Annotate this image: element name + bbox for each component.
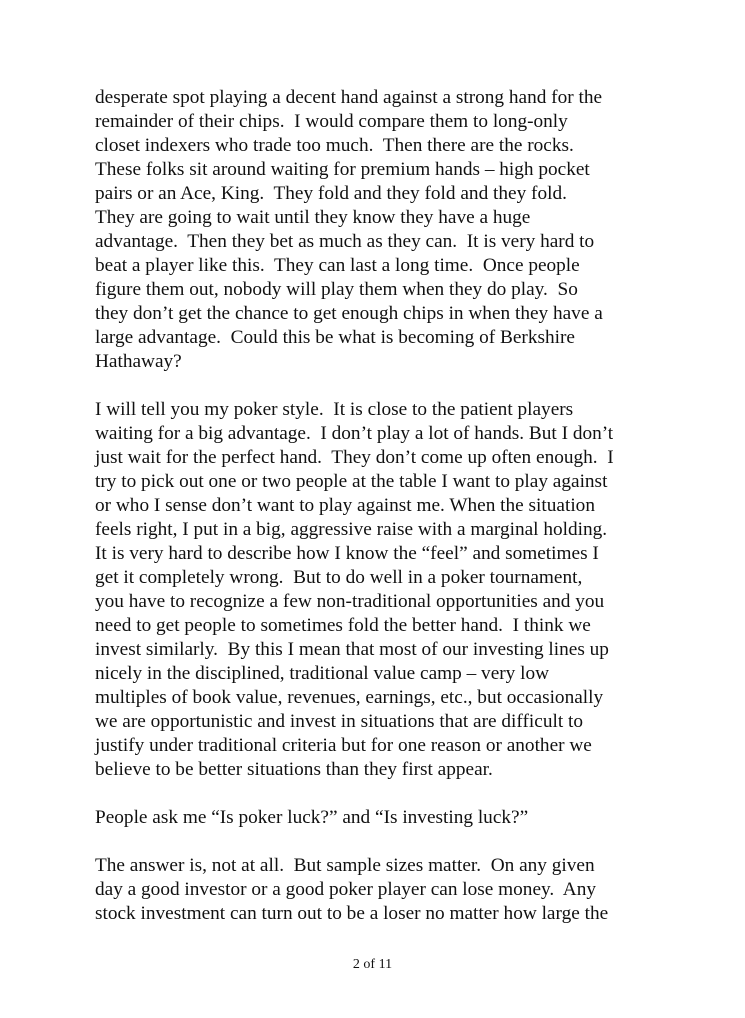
text-line: waiting for a big advantage. I don’t play a lot of hands. But I don’t <box>95 423 614 444</box>
text-line: get it completely wrong. But to do well in a poker tournament, <box>95 567 583 588</box>
text-line: we are opportunistic and invest in situations that are difficult to <box>95 711 583 732</box>
text-line: The answer is, not at all. But sample sizes matter. On any given <box>95 855 595 876</box>
text-line: day a good investor or a good poker player can lose money. Any <box>95 879 597 900</box>
text-line: nicely in the disciplined, traditional value camp – very low <box>95 663 550 684</box>
text-line: multiples of book value, revenues, earnings, etc., but occasionally <box>95 687 604 708</box>
text-line: They are going to wait until they know they have a huge <box>95 207 531 228</box>
paragraph-1 <box>95 86 675 374</box>
paragraph-4 <box>95 854 675 926</box>
text-line: large advantage. Could this be what is becoming of Berkshire <box>95 327 575 348</box>
text-line: remainder of their chips. I would compare them to long-only <box>95 111 568 132</box>
page-number: 2 of 11 <box>352 957 393 972</box>
text-line: stock investment can turn out to be a loser no matter how large the <box>95 903 609 924</box>
text-line: People ask me “Is poker luck?” and “Is investing luck?” <box>95 807 529 828</box>
text-line: pairs or an Ace, King. They fold and they fold and they fold. <box>95 183 567 204</box>
text-line: figure them out, nobody will play them when they do play. So <box>95 279 578 300</box>
text-line: or who I sense don’t want to play against me. When the situation <box>95 495 595 516</box>
paragraph-gap <box>95 782 675 806</box>
text-line: Hathaway? <box>95 351 182 372</box>
text-line: invest similarly. By this I mean that most of our investing lines up <box>95 639 609 660</box>
text-line: closet indexers who trade too much. Then there are the rocks. <box>95 135 574 156</box>
text-line: I will tell you my poker style. It is close to the patient players <box>95 399 574 420</box>
text-line: need to get people to sometimes fold the better hand. I think we <box>95 615 591 636</box>
text-line: they don’t get the chance to get enough chips in when they have a <box>95 303 603 324</box>
text-line: feels right, I put in a big, aggressive raise with a marginal holding. <box>95 519 608 540</box>
text-line: These folks sit around waiting for premium hands – high pocket <box>95 159 590 180</box>
text-line: advantage. Then they bet as much as they can. It is very hard to <box>95 231 595 252</box>
text-line: It is very hard to describe how I know the “feel” and sometimes I <box>95 543 599 564</box>
paragraph-3 <box>95 806 675 830</box>
text-line: just wait for the perfect hand. They don’t come up often enough. I <box>95 447 614 468</box>
paragraph-gap <box>95 830 675 854</box>
paragraph-gap <box>95 374 675 398</box>
text-line: believe to be better situations than they first appear. <box>95 759 493 780</box>
text-line: justify under traditional criteria but for one reason or another we <box>95 735 592 756</box>
text-line: desperate spot playing a decent hand against a strong hand for the <box>95 87 603 108</box>
body-text <box>95 86 675 926</box>
paragraph-2 <box>95 398 675 782</box>
text-line: you have to recognize a few non-traditional opportunities and you <box>95 591 605 612</box>
text-line: try to pick out one or two people at the table I want to play against <box>95 471 608 492</box>
text-line: beat a player like this. They can last a long time. Once people <box>95 255 580 276</box>
